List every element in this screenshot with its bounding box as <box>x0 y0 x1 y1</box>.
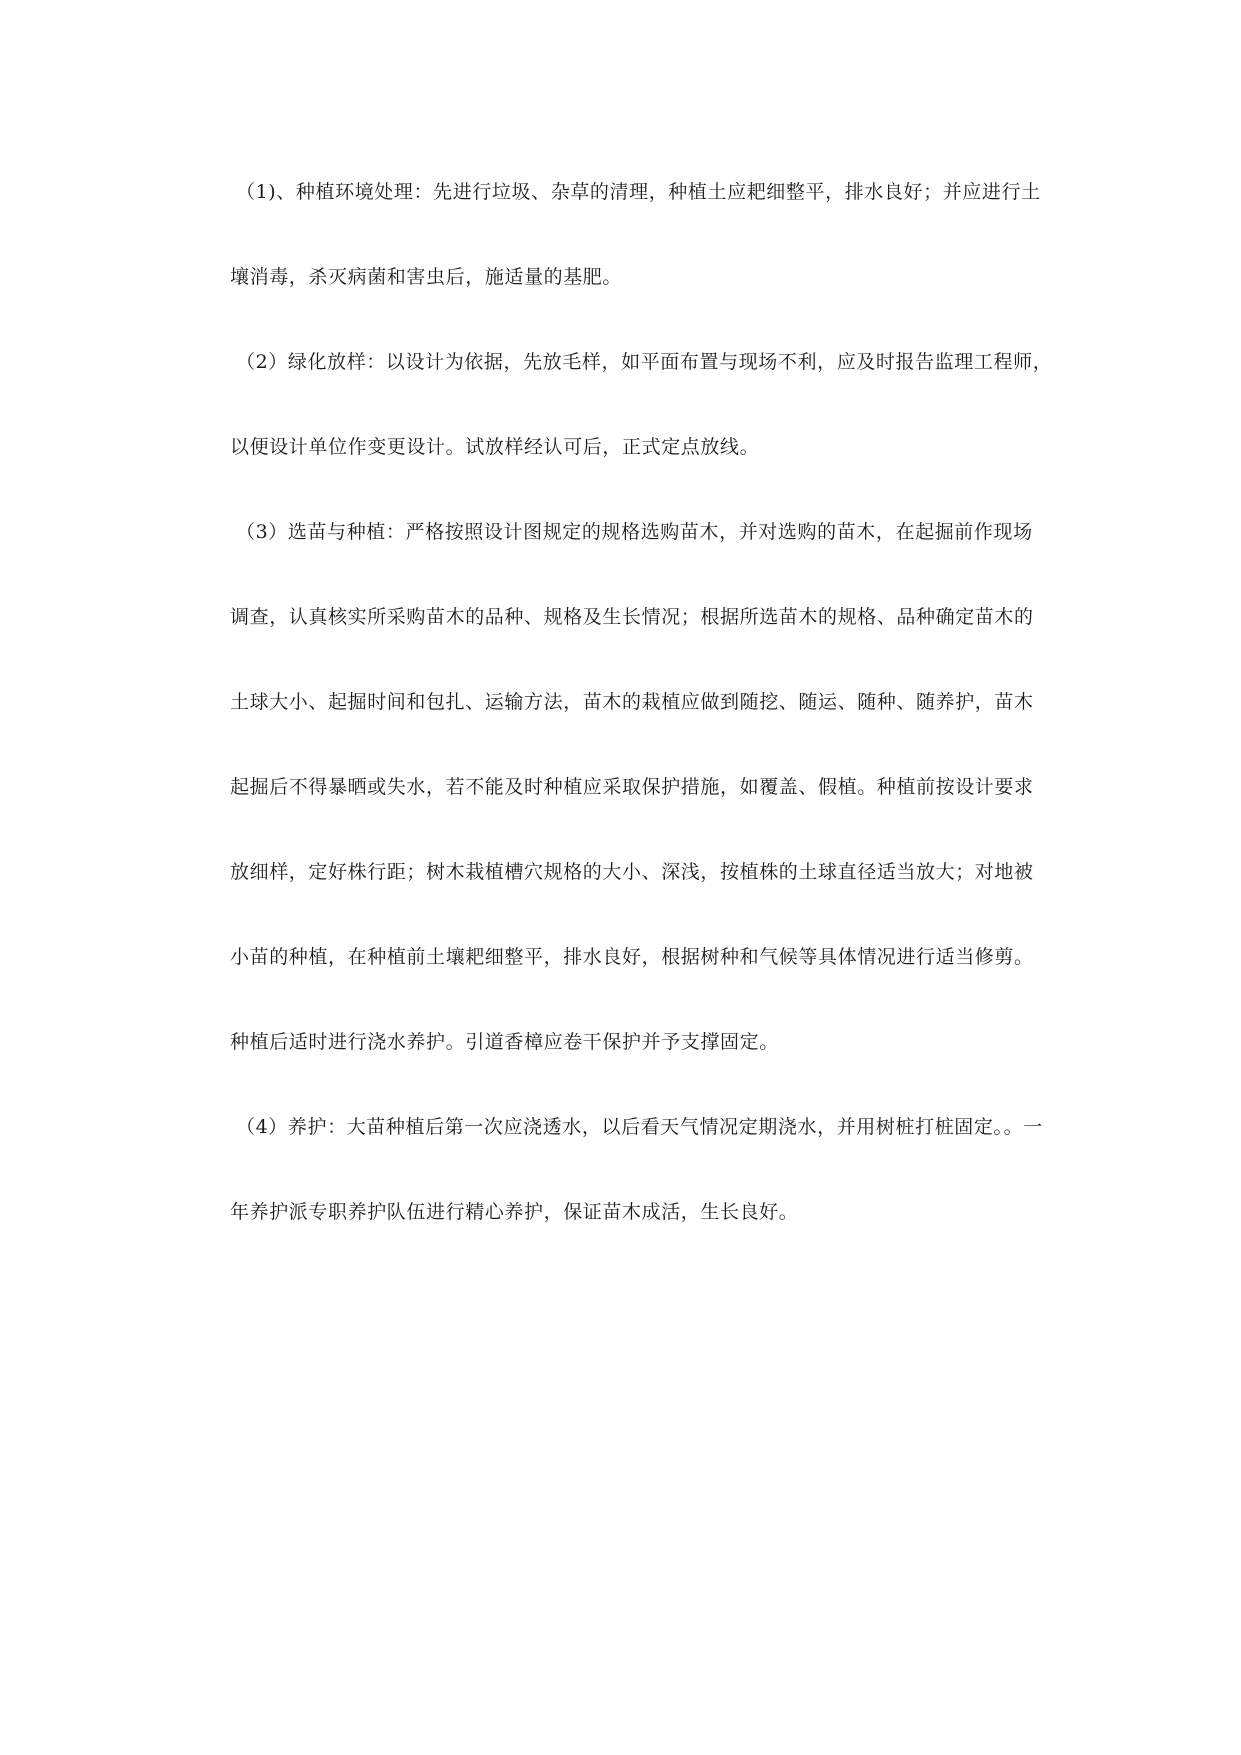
paragraph-2-line-1: （2）绿化放样：以设计为依据，先放毛样，如平面布置与现场不利，应及时报告监理工程师， <box>236 351 1053 373</box>
paragraph-4-line-1: （4）养护：大苗种植后第一次应浇透水，以后看天气情况定期浇水，并用树桩打桩固定。。一 <box>236 1116 1043 1138</box>
paragraph-3-line-4: 起掘后不得暴晒或失水，若不能及时种植应采取保护措施，如覆盖、假植。种植前按设计要求 <box>230 776 1034 798</box>
paragraph-3-line-5: 放细样，定好株行距；树木栽植槽穴规格的大小、深浅，按植株的土球直径适当放大；对地被 <box>230 861 1034 883</box>
paragraph-1-line-2: 壤消毒，杀灭病菌和害虫后，施适量的基肥。 <box>230 266 623 288</box>
paragraph-3-line-2: 调查，认真核实所采购苗木的品种、规格及生长情况；根据所选苗木的规格、品种确定苗木的 <box>230 606 1034 628</box>
paragraph-3-line-1: （3）选苗与种植：严格按照设计图规定的规格选购苗木，并对选购的苗木，在起掘前作现场 <box>236 521 1033 543</box>
paragraph-3-line-6: 小苗的种植，在种植前土壤耙细整平，排水良好，根据树种和气候等具体情况进行适当修剪。 <box>230 946 1034 968</box>
paragraph-4-line-2: 年养护派专职养护队伍进行精心养护，保证苗木成活，生长良好。 <box>230 1201 799 1223</box>
paragraph-3-line-3: 土球大小、起掘时间和包扎、运输方法，苗木的栽植应做到随挖、随运、随种、随养护，苗木 <box>230 691 1034 713</box>
paragraph-3-line-7: 种植后适时进行浇水养护。引道香樟应卷干保护并予支撑固定。 <box>230 1031 779 1053</box>
paragraph-1-line-1: （1)、种植环境处理：先进行垃圾、杂草的清理，种植土应耙细整平，排水良好；并应进行土 <box>236 181 1041 203</box>
paragraph-2-line-2: 以便设计单位作变更设计。试放样经认可后，正式定点放线。 <box>230 436 760 458</box>
